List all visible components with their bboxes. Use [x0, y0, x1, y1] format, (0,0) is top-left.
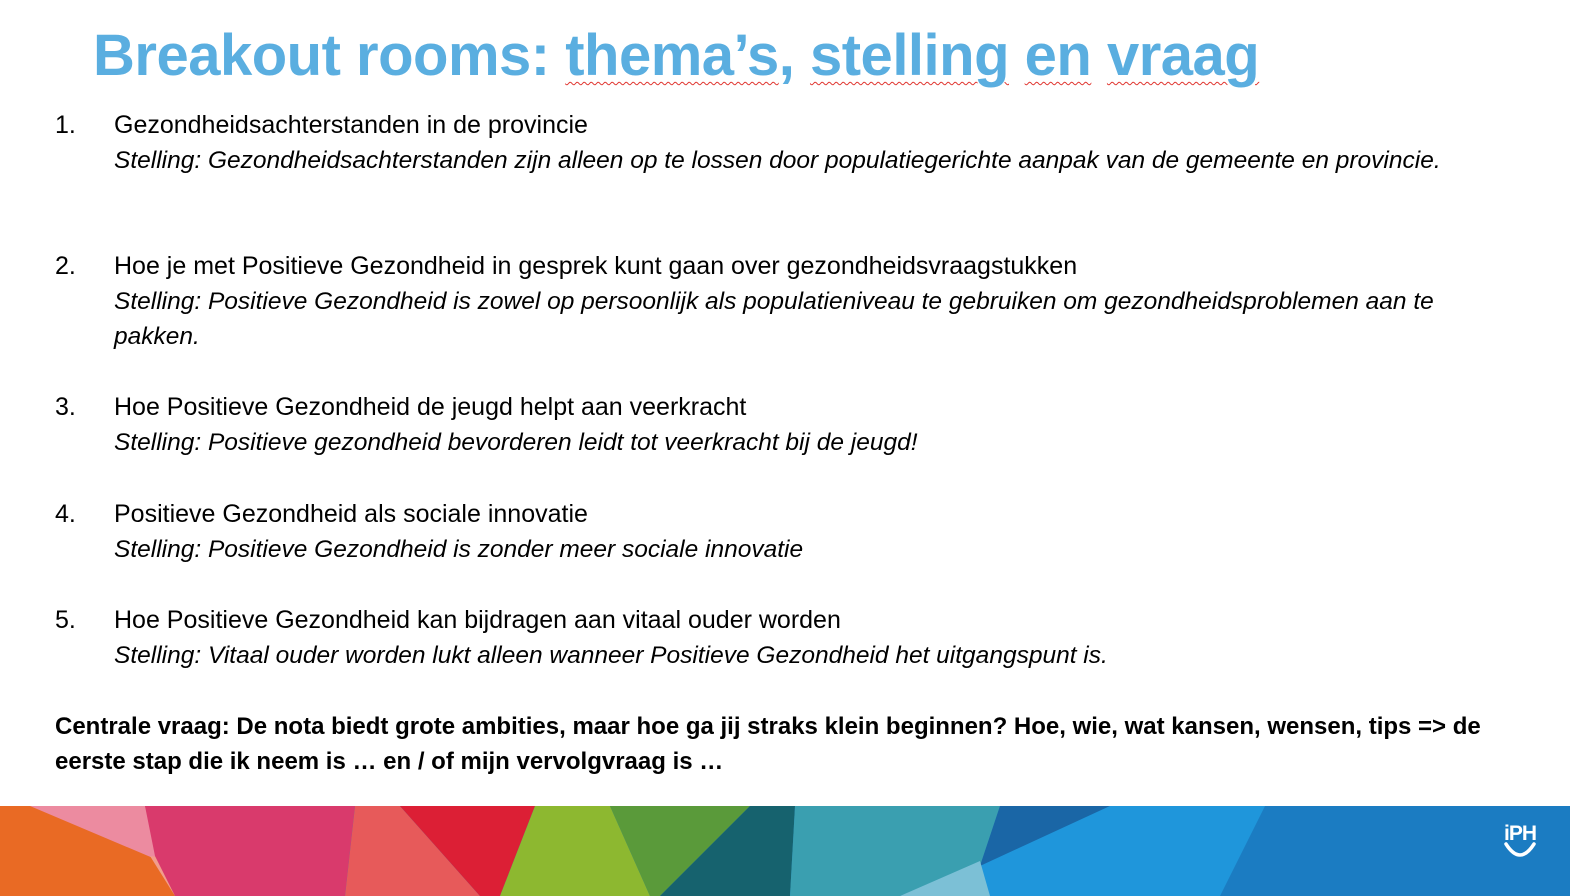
item-number: 2.	[55, 252, 76, 280]
item-stelling: Stelling: Gezondheidsachterstanden zijn alleen op te lossen door populatiegerichte aanpak van de gemeente en provincie.	[114, 147, 1441, 174]
item-number: 4.	[55, 500, 76, 528]
title-part-en: en	[1024, 23, 1092, 88]
item-stelling: Stelling: Vitaal ouder worden lukt alleen wanneer Positieve Gezondheid het uitgangspunt is.	[114, 642, 1108, 669]
item-topic: Hoe Positieve Gezondheid de jeugd helpt aan veerkracht	[114, 393, 747, 421]
smile-logo-icon	[1500, 822, 1540, 862]
item-stelling: Stelling: Positieve Gezondheid is zowel op persoonlijk als populatieniveau te gebruiken om gezondheidsproblemen aan te pakken.	[114, 288, 1434, 350]
iph-logo	[1500, 822, 1540, 862]
item-number: 1.	[55, 111, 76, 139]
title-part-7	[1091, 23, 1107, 88]
item-topic: Positieve Gezondheid als sociale innovatie	[114, 500, 588, 528]
title-part-1: Breakout rooms:	[93, 23, 566, 88]
title-part-vraag: vraag	[1106, 23, 1260, 88]
title-part-3: ,	[778, 23, 810, 88]
title-part-5	[1009, 23, 1025, 88]
item-number: 5.	[55, 606, 76, 634]
item-topic: Hoe je met Positieve Gezondheid in gesprek kunt gaan over gezondheidsvraagstukken	[114, 252, 1078, 280]
item-topic: Gezondheidsachterstanden in de provincie	[114, 111, 588, 139]
item-topic: Hoe Positieve Gezondheid kan bijdragen aan vitaal ouder worden	[114, 606, 841, 634]
title-part-themas: thema’s	[565, 23, 779, 88]
title-part-stelling: stelling	[809, 23, 1010, 88]
decorative-color-banner	[0, 806, 1570, 896]
item-number: 3.	[55, 393, 76, 421]
item-stelling: Stelling: Positieve Gezondheid is zonder meer sociale innovatie	[114, 536, 804, 563]
logo-text: iPH	[1503, 822, 1536, 845]
item-stelling: Stelling: Positieve gezondheid bevorderen leidt tot veerkracht bij de jeugd!	[114, 429, 918, 456]
slide-title	[93, 22, 1259, 89]
central-question: Centrale vraag: De nota biedt grote ambities, maar hoe ga jij straks klein beginnen? Hoe, wie, wat kansen, wensen, tips => de eerste stap die ik neem is … en / of mijn vervolgvraag is …	[55, 713, 1481, 775]
